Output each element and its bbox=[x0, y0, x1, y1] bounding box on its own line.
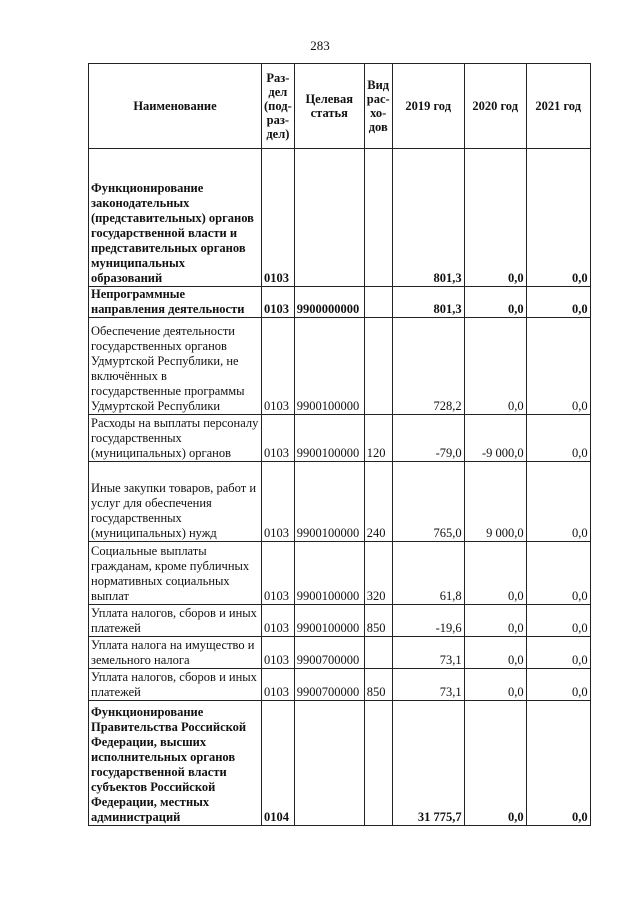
row-2019: -79,0 bbox=[392, 415, 464, 462]
row-type bbox=[364, 149, 392, 287]
header-name: Наименование bbox=[89, 64, 262, 149]
header-2020: 2020 год bbox=[464, 64, 526, 149]
row-2019: 61,8 bbox=[392, 542, 464, 605]
row-type: 850 bbox=[364, 669, 392, 701]
row-2019: 801,3 bbox=[392, 149, 464, 287]
table-header-row bbox=[89, 64, 591, 149]
row-target: 9900100000 bbox=[294, 318, 364, 415]
row-2021: 0,0 bbox=[526, 415, 590, 462]
row-2021: 0,0 bbox=[526, 701, 590, 826]
row-2020: 9 000,0 bbox=[464, 462, 526, 542]
header-target: Целевая статья bbox=[294, 64, 364, 149]
row-2021: 0,0 bbox=[526, 605, 590, 637]
table-row bbox=[89, 542, 591, 605]
table-row bbox=[89, 287, 591, 318]
row-2021: 0,0 bbox=[526, 287, 590, 318]
row-2021: 0,0 bbox=[526, 542, 590, 605]
row-2019: 73,1 bbox=[392, 637, 464, 669]
row-name: Уплата налога на имущество и земельного налога bbox=[89, 637, 262, 669]
row-name: Уплата налогов, сборов и иных платежей bbox=[89, 669, 262, 701]
table-row bbox=[89, 701, 591, 826]
row-target bbox=[294, 149, 364, 287]
row-2021: 0,0 bbox=[526, 637, 590, 669]
row-2021: 0,0 bbox=[526, 669, 590, 701]
row-target: 9900000000 bbox=[294, 287, 364, 318]
header-section: Раз- дел (под- раз- дел) bbox=[262, 64, 295, 149]
table-row bbox=[89, 415, 591, 462]
row-section: 0104 bbox=[262, 701, 295, 826]
page-number: 283 bbox=[310, 38, 330, 53]
row-2020: 0,0 bbox=[464, 318, 526, 415]
row-target bbox=[294, 701, 364, 826]
table-row bbox=[89, 462, 591, 542]
row-target: 9900700000 bbox=[294, 637, 364, 669]
header-2019: 2019 год bbox=[392, 64, 464, 149]
table-row bbox=[89, 318, 591, 415]
row-target: 9900100000 bbox=[294, 605, 364, 637]
row-2021: 0,0 bbox=[526, 149, 590, 287]
row-target: 9900700000 bbox=[294, 669, 364, 701]
row-section: 0103 bbox=[262, 669, 295, 701]
row-section: 0103 bbox=[262, 605, 295, 637]
row-2020: 0,0 bbox=[464, 149, 526, 287]
row-2020: 0,0 bbox=[464, 287, 526, 318]
row-section: 0103 bbox=[262, 415, 295, 462]
row-type: 320 bbox=[364, 542, 392, 605]
row-section: 0103 bbox=[262, 637, 295, 669]
row-section: 0103 bbox=[262, 287, 295, 318]
row-2020: 0,0 bbox=[464, 701, 526, 826]
row-target: 9900100000 bbox=[294, 462, 364, 542]
row-name: Функционирование Правительства Российской Федерации, высших исполнительных органов государственной власти субъектов Российской Федерации, местных администраций bbox=[89, 701, 262, 826]
row-2019: 801,3 bbox=[392, 287, 464, 318]
row-type: 850 bbox=[364, 605, 392, 637]
row-2021: 0,0 bbox=[526, 318, 590, 415]
row-name: Обеспечение деятельности государственных органов Удмуртской Республики, не включённых в государственные программы Удмуртской Республики bbox=[89, 318, 262, 415]
row-type: 120 bbox=[364, 415, 392, 462]
row-section: 0103 bbox=[262, 462, 295, 542]
row-type bbox=[364, 318, 392, 415]
row-name: Социальные выплаты гражданам, кроме публичных нормативных социальных выплат bbox=[89, 542, 262, 605]
row-name: Функционирование законодательных (представительных) органов государственной власти и представительных органов муниципальных образований bbox=[89, 149, 262, 287]
budget-table bbox=[88, 63, 591, 826]
row-type: 240 bbox=[364, 462, 392, 542]
table-row bbox=[89, 605, 591, 637]
row-2019: 73,1 bbox=[392, 669, 464, 701]
header-type: Вид рас- хо- дов bbox=[364, 64, 392, 149]
row-2020: 0,0 bbox=[464, 637, 526, 669]
row-2020: 0,0 bbox=[464, 669, 526, 701]
row-type bbox=[364, 287, 392, 318]
row-name: Непрограммные направления деятельности bbox=[89, 287, 262, 318]
row-2020: 0,0 bbox=[464, 542, 526, 605]
row-2020: 0,0 bbox=[464, 605, 526, 637]
row-2019: 31 775,7 bbox=[392, 701, 464, 826]
row-name: Иные закупки товаров, работ и услуг для обеспечения государственных (муниципальных) нужд bbox=[89, 462, 262, 542]
row-type bbox=[364, 701, 392, 826]
row-target: 9900100000 bbox=[294, 542, 364, 605]
row-2019: -19,6 bbox=[392, 605, 464, 637]
row-section: 0103 bbox=[262, 149, 295, 287]
row-type bbox=[364, 637, 392, 669]
row-section: 0103 bbox=[262, 542, 295, 605]
row-2019: 765,0 bbox=[392, 462, 464, 542]
row-2020: -9 000,0 bbox=[464, 415, 526, 462]
row-section: 0103 bbox=[262, 318, 295, 415]
row-2021: 0,0 bbox=[526, 462, 590, 542]
row-target: 9900100000 bbox=[294, 415, 364, 462]
table-row bbox=[89, 149, 591, 287]
table-row bbox=[89, 669, 591, 701]
row-name: Расходы на выплаты персоналу государственных (муниципальных) органов bbox=[89, 415, 262, 462]
row-2019: 728,2 bbox=[392, 318, 464, 415]
header-2021: 2021 год bbox=[526, 64, 590, 149]
table-row bbox=[89, 637, 591, 669]
row-name: Уплата налогов, сборов и иных платежей bbox=[89, 605, 262, 637]
